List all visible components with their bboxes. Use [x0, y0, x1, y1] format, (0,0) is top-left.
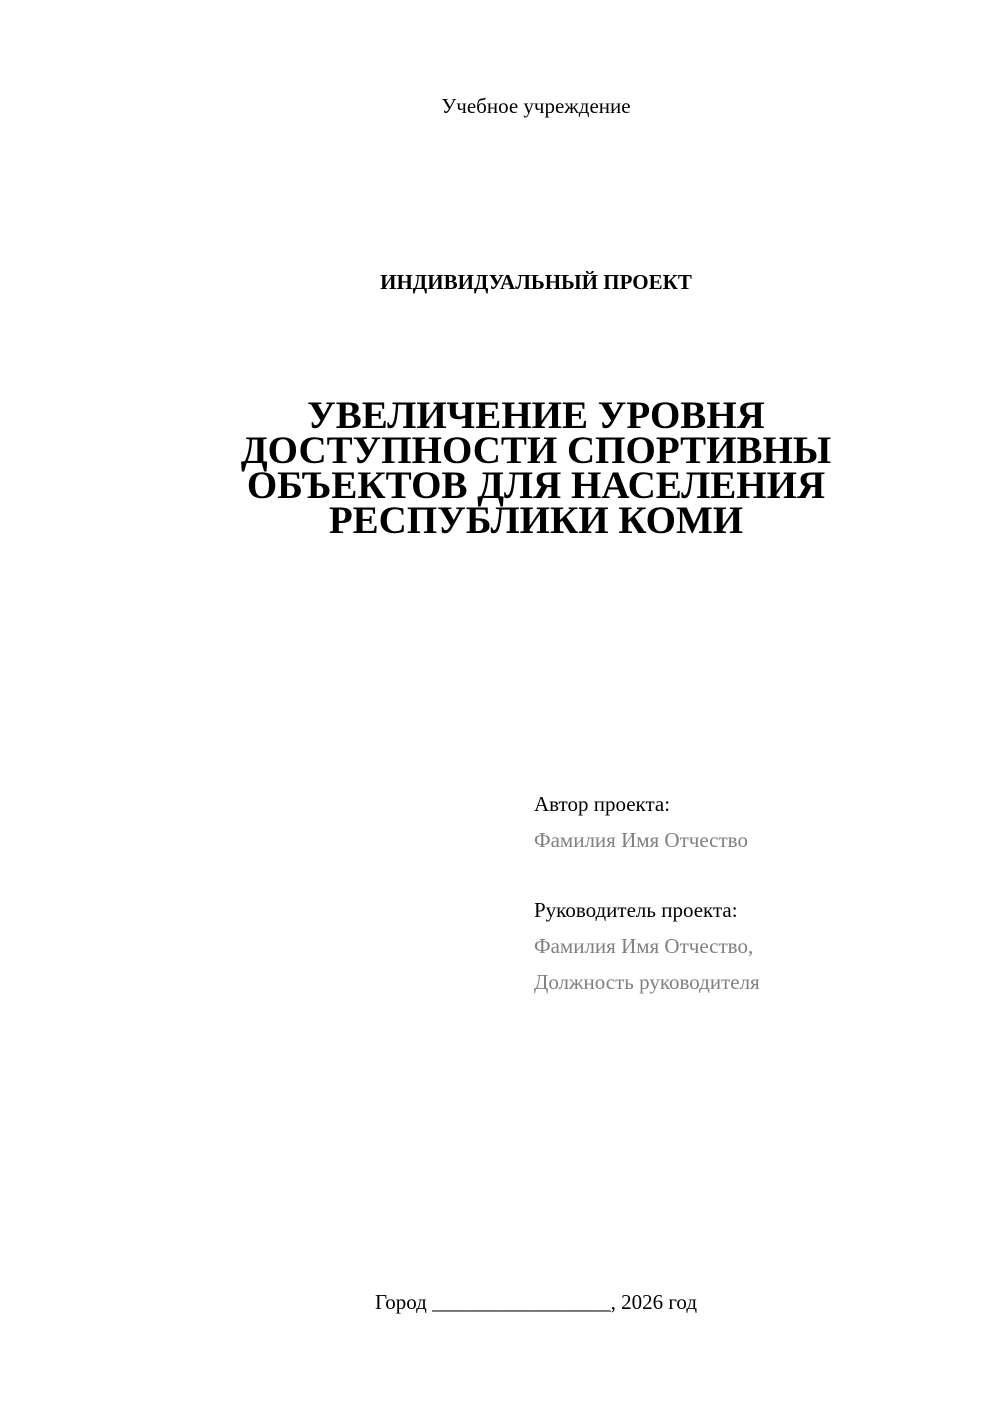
city-year-footer: [0, 1288, 1000, 1316]
author-label: Автор проекта:: [534, 792, 671, 816]
document-title: [200, 394, 872, 542]
city-label: Город: [374, 1290, 427, 1314]
supervisor-label: Руководитель проекта:: [534, 898, 738, 922]
supervisor-name: Фамилия Имя Отчество,: [534, 934, 754, 958]
author-name: Фамилия Имя Отчество: [534, 828, 748, 852]
city-blank: _________________: [432, 1290, 611, 1314]
institution-name: Учебное учреждение: [441, 94, 631, 118]
title-line-4: РЕСПУБЛИКИ КОМИ: [328, 499, 744, 542]
title-line-2: ДОСТУПНОСТИ СПОРТИВНЫ: [240, 429, 832, 472]
title-line-1: УВЕЛИЧЕНИЕ УРОВНЯ: [307, 394, 765, 437]
supervisor-block: [534, 892, 760, 1000]
supervisor-position: Должность руководителя: [534, 970, 760, 994]
author-block: [534, 786, 748, 858]
title-line-3: ОБЪЕКТОВ ДЛЯ НАСЕЛЕНИЯ: [246, 464, 826, 507]
year-text: , 2026 год: [610, 1290, 698, 1314]
document-type: ИНДИВИДУАЛЬНЫЙ ПРОЕКТ: [380, 270, 692, 294]
